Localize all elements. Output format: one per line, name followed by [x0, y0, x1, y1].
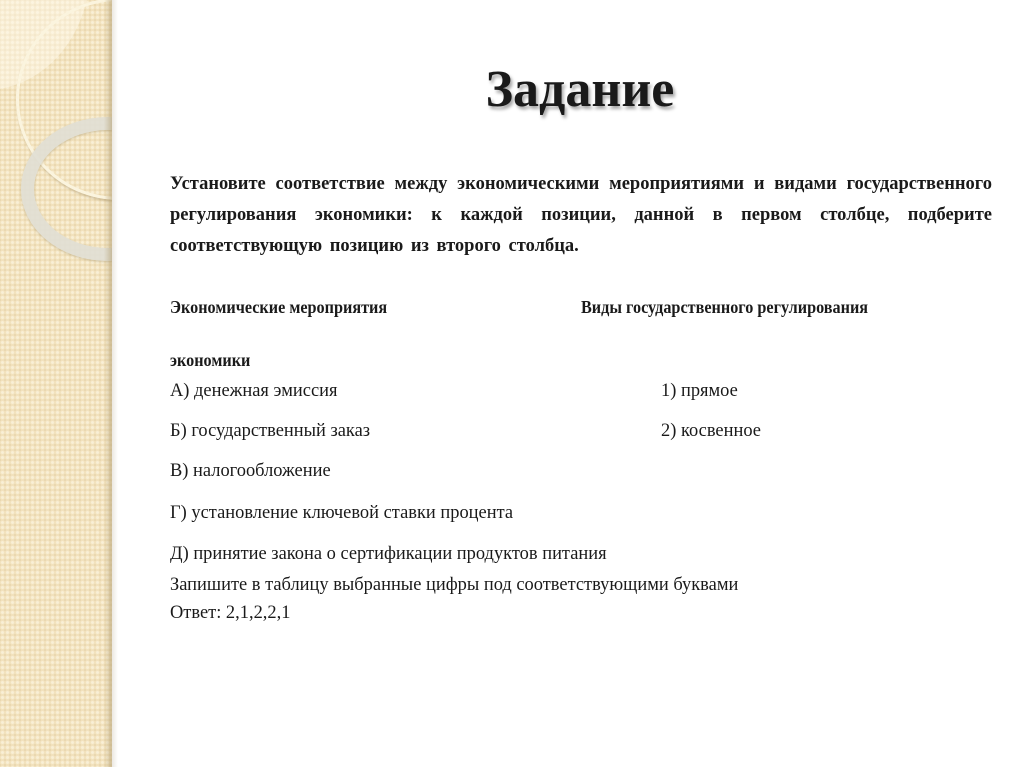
answer-text: Ответ: 2,1,2,2,1	[170, 602, 291, 623]
regulation-type-2: 2) косвенное	[661, 420, 761, 441]
slide-title: Задание	[485, 61, 675, 118]
decorative-sidebar	[0, 0, 112, 767]
write-instruction: Запишите в таблицу выбранные цифры под соответствующими буквами	[170, 574, 739, 595]
column-header-regulation-continuation: экономики	[170, 350, 251, 370]
sidebar-edge-shade	[104, 0, 112, 767]
column-header-regulation: Виды государственного регулирования	[581, 297, 869, 317]
regulation-type-1: 1) прямое	[661, 380, 738, 401]
sidebar-shadow	[112, 0, 118, 767]
measure-item-d: Д) принятие закона о сертификации продуктов питания	[170, 543, 607, 564]
measure-item-b: Б) государственный заказ	[170, 420, 371, 441]
measure-item-g: Г) установление ключевой ставки процента	[170, 502, 514, 523]
measure-item-v: В) налогообложение	[170, 460, 331, 481]
column-header-measures: Экономические мероприятия	[170, 297, 388, 317]
task-instructions: Установите соответствие между экономическими мероприятиями и видами государственного регулирования экономики: к каждой позиции, данной в первом столбце, подберите соответствующую позицию из второго столбца.	[170, 174, 992, 256]
measure-item-a: А) денежная эмиссия	[170, 380, 338, 401]
